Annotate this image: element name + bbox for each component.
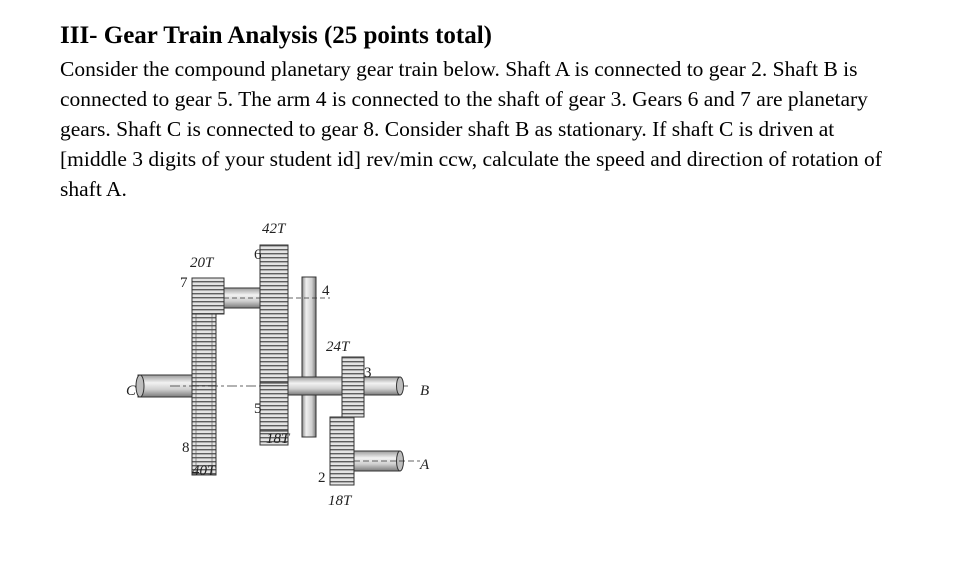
problem-line-4: [middle 3 digits of your student id] rev/min ccw, calculate the speed and direction of rotation of	[60, 147, 882, 171]
problem-line-5: shaft A.	[60, 177, 127, 201]
label-gear8: 8	[182, 440, 190, 456]
gear-train-diagram	[110, 205, 450, 525]
gear-2	[330, 417, 354, 485]
label-gear5-teeth: 18T	[266, 431, 290, 447]
label-gear7: 7	[180, 275, 188, 291]
label-shaft-a: A	[420, 457, 430, 473]
arm-4	[288, 277, 330, 437]
gear-7	[192, 278, 224, 314]
shaft-c	[136, 375, 198, 397]
label-gear8-teeth: 40T	[192, 463, 216, 479]
label-gear5: 5	[254, 401, 262, 417]
label-arm: 4	[322, 283, 330, 299]
gear-5	[260, 383, 288, 431]
gear-8	[192, 300, 216, 475]
gear-train-figure	[110, 205, 450, 525]
label-shaft-c: C	[126, 383, 137, 399]
problem-line-1: Consider the compound planetary gear train below. Shaft A is connected to gear 2. Shaft B is	[60, 57, 858, 81]
label-gear2: 2	[318, 470, 326, 486]
label-gear7-teeth: 20T	[190, 255, 214, 271]
gear-3	[342, 357, 364, 417]
label-gear3: 3	[364, 365, 372, 381]
problem-line-3: gears. Shaft C is connected to gear 8. Consider shaft B as stationary. If shaft C is driven at	[60, 117, 835, 141]
label-gear2-teeth: 18T	[328, 493, 352, 509]
problem-line-2: connected to gear 5. The arm 4 is connected to the shaft of gear 3. Gears 6 and 7 are planetary	[60, 87, 868, 111]
label-gear3-teeth: 24T	[326, 339, 350, 355]
planet-pin	[224, 288, 260, 308]
label-gear6-teeth: 42T	[262, 221, 286, 237]
problem-statement	[60, 18, 940, 204]
problem-title: III- Gear Train Analysis (25 points total)	[60, 22, 492, 49]
label-shaft-b: B	[420, 383, 430, 399]
label-gear6: 6	[254, 247, 262, 263]
shaft-a	[354, 451, 420, 471]
